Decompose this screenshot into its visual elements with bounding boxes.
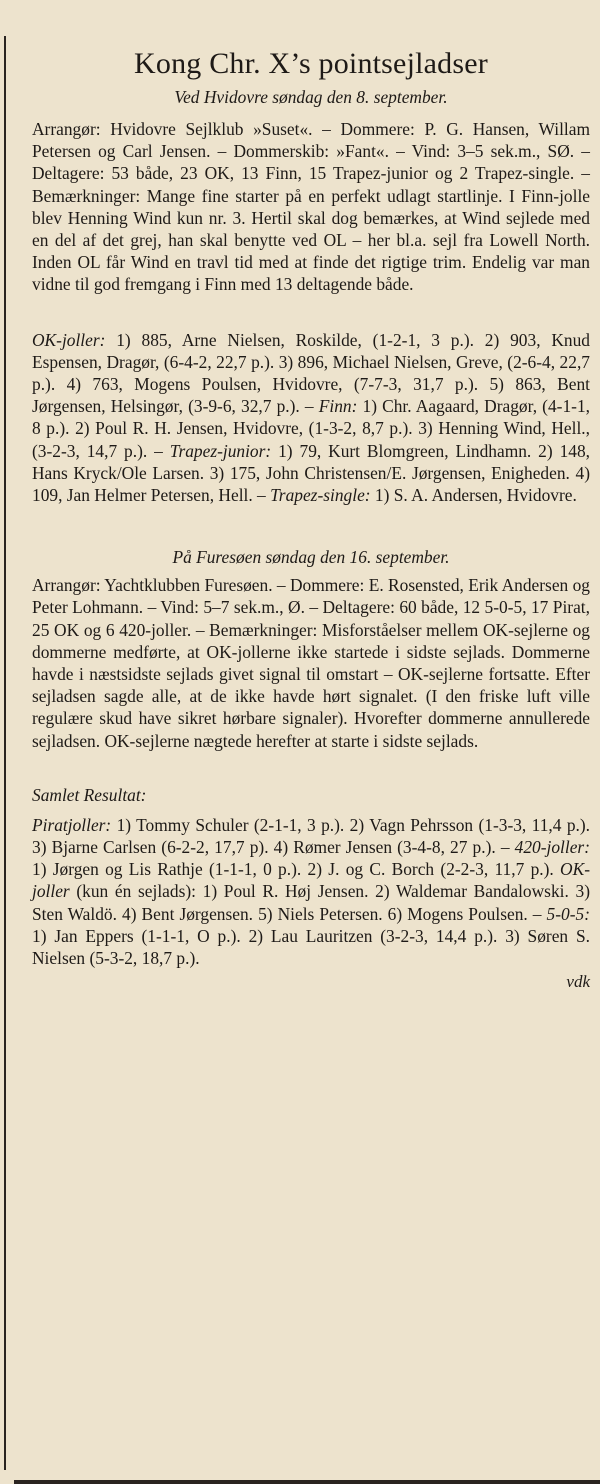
subheading-hvidovre: Ved Hvidovre søndag den 8. september. — [174, 87, 448, 107]
results-hvidovre — [32, 329, 590, 507]
class-label-finn: Finn: — [318, 396, 358, 417]
class-label-trapez-single: Trapez-single: — [270, 485, 371, 506]
class-label-ok: OK-joller: — [32, 329, 106, 350]
results-ok-furesoen: (kun én sejlads): 1) Poul R. Høj Jensen. 2) Waldemar Bandalowski. 3) Sten Waldö. 4) Bent Jørgensen. 5) Niels Petersen. 6) Mogens Poulsen. – — [32, 881, 590, 924]
results-finn: 1) Chr. Aagaard, Dragør, (4-1-1, 8 p.). 2) Poul R. H. Jensen, Hvidovre, (1-3-2, 8,7 p.). 3) Henning Wind, Hell., (3-2-3, 14,7 p.). – — [32, 396, 590, 461]
class-label-trapez-junior: Trapez-junior: — [169, 440, 272, 461]
paragraph-hvidovre-report: Arrangør: Hvidovre Sejlklub »Suset«. – Dommere: P. G. Hansen, Willam Petersen og Carl Jensen. – Dommerskib: »Fant«. – Vind: 3–5 sek.m., SØ. – Deltagere: 53 både, 23 OK, 13 Finn, 15 Trapez-junior og 2 Trapez-single. – Bemærkninger: Mange fine starter på en perfekt udlagt startlinje. I Finn-jolle blev Henning Wind kun nr. 3. Hertil skal dog bemærkes, at Wind sejlede med en del af det grej, han skal benytte ved OL – her bl.a. sejl fra Lowell North. Inden OL får Wind en travl tid med at finde det rigtige trim. Endelig var man vidne til god fremgang i Finn med 13 deltagende både. — [32, 119, 590, 295]
samlet-resultat-heading: Samlet Resultat: — [32, 784, 147, 805]
results-trapez-single: 1) S. A. Andersen, Hvidovre. — [370, 485, 577, 506]
class-label-ok-furesoen: OK-joller — [32, 859, 590, 902]
results-trapez-junior: 1) 79, Kurt Blomgreen, Lindhamn. 2) 148, Hans Kryck/Ole Larsen. 3) 175, John Christensen/E. Jørgensen, Enigheden. 4) 109, Jan Helmer Petersen, Hell. – — [32, 440, 590, 506]
class-label-505: 5-0-5: — [546, 903, 590, 924]
paragraph-furesoen-report: Arrangør: Yachtklubben Furesøen. – Dommere: E. Rosensted, Erik Andersen og Peter Lohmann. – Vind: 5–7 sek.m., Ø. – Deltagere: 60 både, 12 5-0-5, 17 Pirat, 25 OK og 6 420-joller. – Bemærkninger: Misforståelser mellem OK-sejlerne og dommerne medførte, at OK-jollerne ikke startede i sidste sejlads. Dommerne havde i næstsidste sejlads givet signal til omstart – OK-sejlerne fortsatte. Efter sejladsen sagde alle, at de ikke havde hørt signalet. (I den friske luft ville regulære skud have sikret hørbare signaler). Hvorefter dommerne annullerede sejladsen. OK-sejlerne nægtede herefter at starte i sidste sejlads. — [32, 575, 590, 751]
article-title: Kong Chr. X’s pointsejladser — [134, 47, 488, 80]
bottom-rule — [14, 1480, 600, 1484]
author-signature: vdk — [566, 972, 590, 992]
results-ok: 1) 885, Arne Nielsen, Roskilde, (1-2-1, 3 p.). 2) 903, Knud Espensen, Dragør, (6-4-2, 22,7 p.). 3) 896, Michael Nielsen, Greve, (2-6-4, 22,7 p.). 4) 763, Mogens Poulsen, Hvidovre, (7-7-3, 31,7 p.). 5) 863, Bent Jørgensen, Helsingør, (3-9-6, 32,7 p.). – — [32, 329, 590, 417]
class-label-420: 420-joller: — [514, 837, 590, 858]
results-420: 1) Jørgen og Lis Rathje (1-1-1, 0 p.). 2) J. og C. Borch (2-2-3, 11,7 p.). — [32, 859, 561, 880]
results-furesoen — [32, 814, 590, 969]
results-pirat: 1) Tommy Schuler (2-1-1, 3 p.). 2) Vagn Pehrsson (1-3-3, 11,4 p.). 3) Bjarne Carlsen (6-2-2, 17,7 p). 4) Rømer Jensen (3-4-8, 27 p.). – — [32, 814, 590, 858]
subheading-furesoen: På Furesøen søndag den 16. september. — [172, 547, 450, 568]
results-505: 1) Jan Eppers (1-1-1, O p.). 2) Lau Lauritzen (3-2-3, 14,4 p.). 3) Søren S. Nielsen (5-3-2, 18,7 p.). — [32, 925, 590, 969]
left-column-rule — [4, 36, 6, 1470]
class-label-pirat: Piratjoller: — [32, 814, 112, 835]
article-column — [32, 44, 590, 993]
